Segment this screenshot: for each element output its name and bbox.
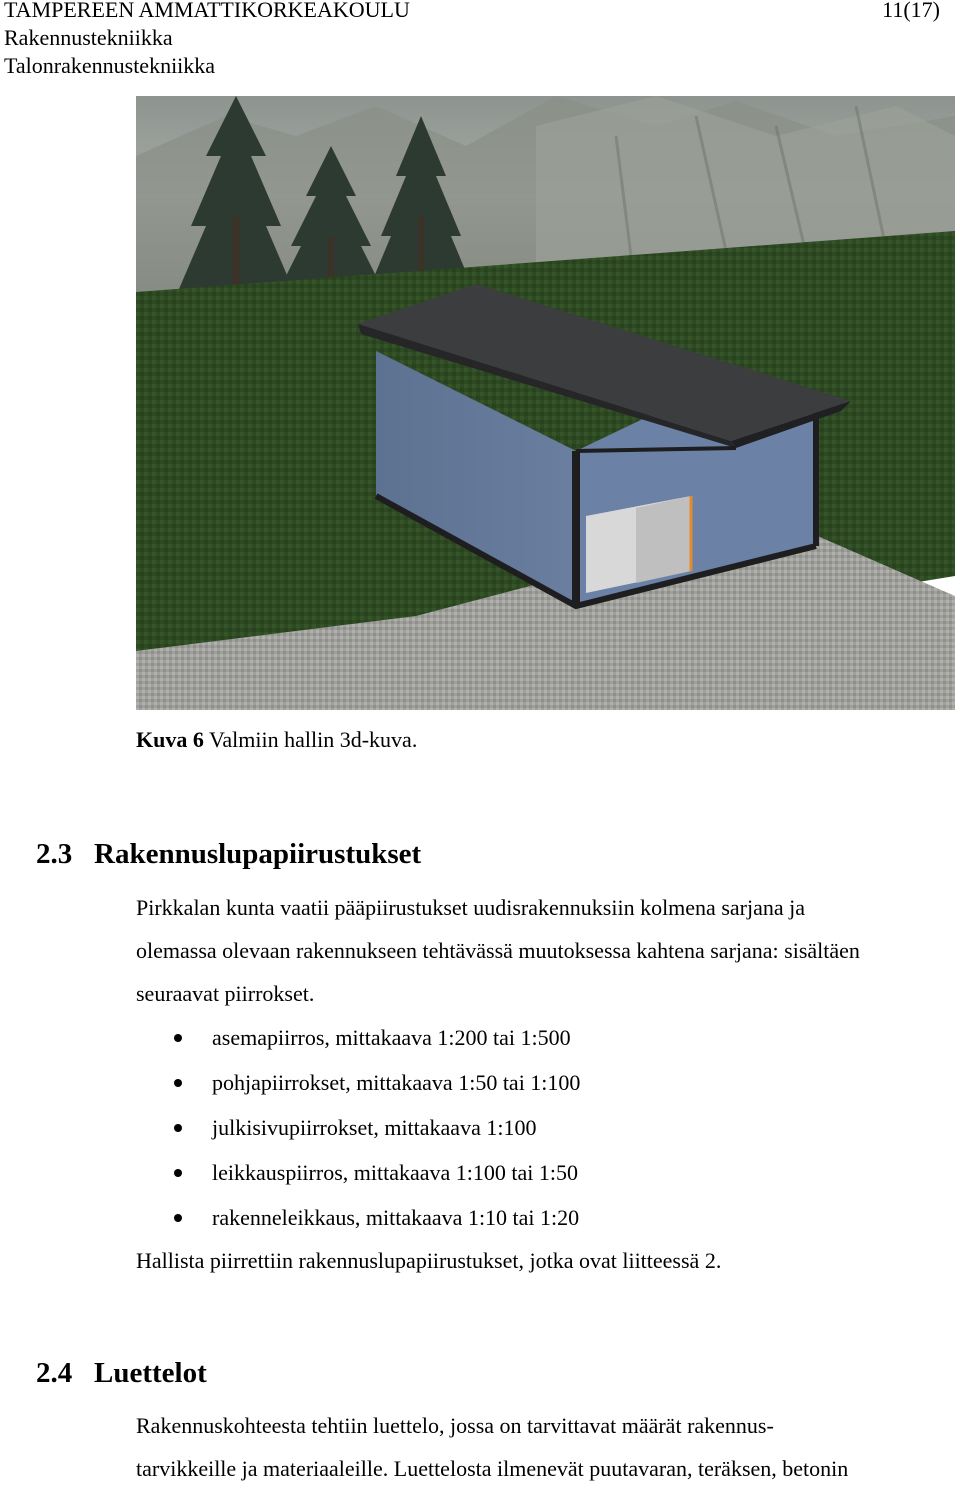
page-number: 11(17)	[882, 0, 940, 22]
paragraph-line: seuraavat piirrokset.	[136, 981, 315, 1006]
bullet-icon	[174, 1214, 182, 1222]
paragraph-line: Hallista piirrettiin rakennuslupapiirustukset, jotka ovat liitteessä 2.	[136, 1248, 722, 1273]
header-department: Rakennustekniikka	[4, 25, 173, 50]
list-item	[136, 1196, 580, 1241]
list-item-text: asemapiirros, mittakaava 1:200 tai 1:500	[212, 1025, 571, 1050]
section-heading-2-4	[36, 1357, 207, 1389]
header-organization: TAMPEREEN AMMATTIKORKEAKOULU	[4, 0, 410, 22]
list-item-text: rakenneleikkaus, mittakaava 1:10 tai 1:20	[212, 1205, 580, 1230]
paragraph-line: Pirkkalan kunta vaatii pääpiirustukset uudisrakennuksiin kolmena sarjana ja	[136, 895, 805, 920]
list-item	[136, 1106, 580, 1151]
list-item-text: pohjapiirrokset, mittakaava 1:50 tai 1:100	[212, 1070, 581, 1095]
figure-caption-text: Valmiin hallin 3d-kuva.	[203, 727, 418, 752]
paragraph-line: olemassa olevaan rakennukseen tehtävässä muutoksessa kahtena sarjana: sisältäen	[136, 938, 860, 963]
paragraph-line: Rakennuskohteesta tehtiin luettelo, jossa on tarvittavat määrät rakennus-	[136, 1413, 774, 1438]
list-item	[136, 1151, 580, 1196]
hall-3d-render-image	[136, 96, 955, 710]
list-item-text: julkisivupiirrokset, mittakaava 1:100	[212, 1115, 537, 1140]
section-2-4-paragraph	[136, 1404, 960, 1490]
section-2-3-intro-paragraph	[136, 886, 960, 1015]
section-title: Luettelot	[94, 1357, 207, 1389]
list-item-text: leikkauspiirros, mittakaava 1:100 tai 1:50	[212, 1160, 578, 1185]
figure-caption	[136, 727, 417, 753]
section-number: 2.3	[36, 838, 73, 870]
bullet-icon	[174, 1124, 182, 1132]
bullet-icon	[174, 1034, 182, 1042]
section-heading-2-3	[36, 838, 421, 870]
bullet-icon	[174, 1079, 182, 1087]
bullet-icon	[174, 1169, 182, 1177]
paragraph-line: tarvikkeille ja materiaaleille. Luettelosta ilmenevät puutavaran, teräksen, betonin	[136, 1456, 849, 1481]
section-title: Rakennuslupapiirustukset	[94, 838, 422, 870]
drawings-bullet-list	[136, 1016, 580, 1241]
list-item	[136, 1016, 580, 1061]
section-number: 2.4	[36, 1357, 73, 1389]
header-subdepartment: Talonrakennustekniikka	[4, 53, 216, 78]
list-item	[136, 1061, 580, 1106]
section-2-3-closing-paragraph	[136, 1239, 960, 1282]
figure-caption-label: Kuva 6	[136, 727, 204, 752]
